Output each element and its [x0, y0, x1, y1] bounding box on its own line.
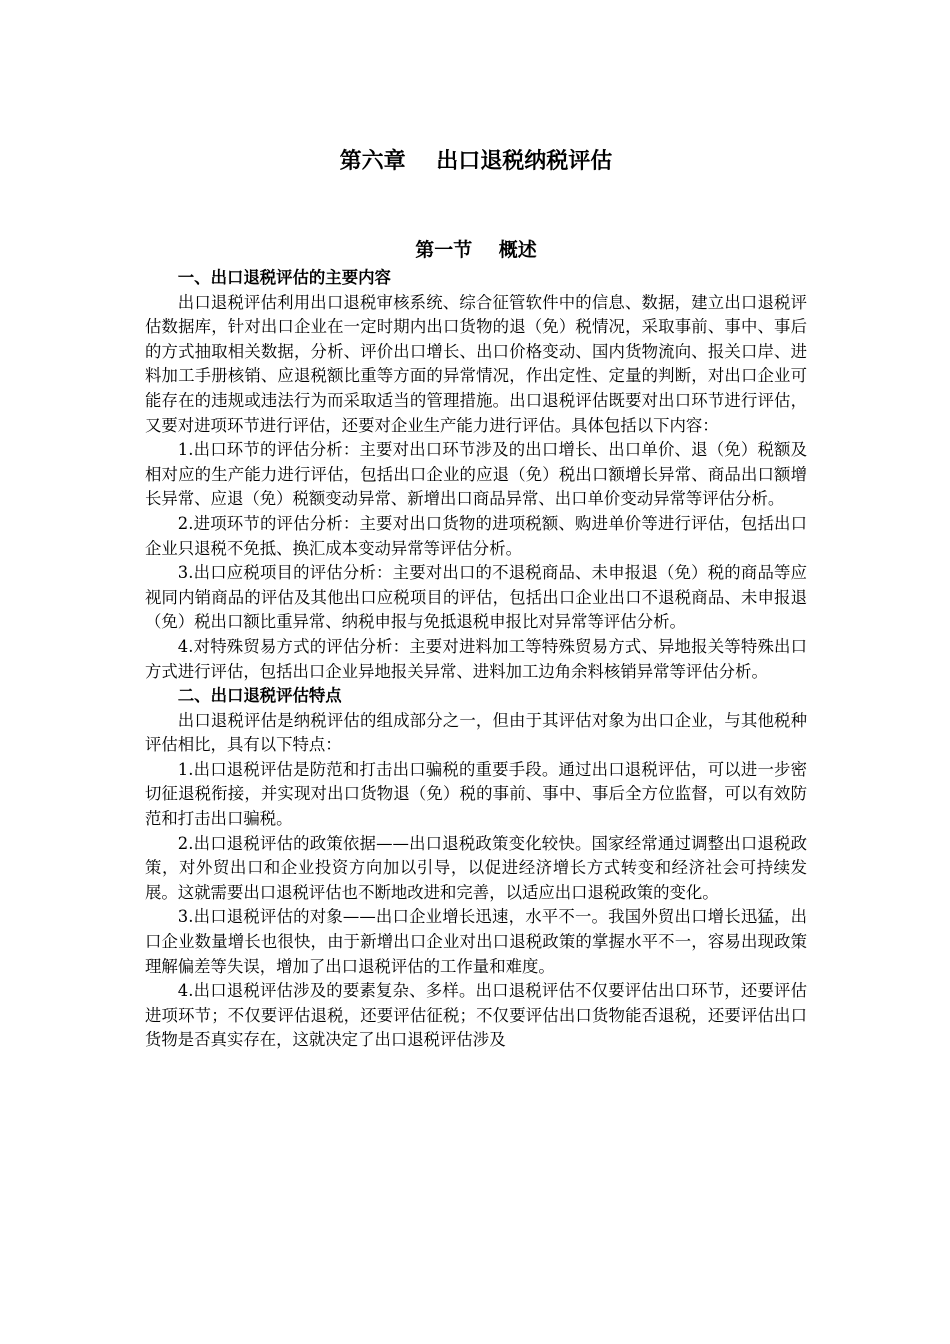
document-body — [145, 266, 807, 1053]
subsection-heading: 二、出口退税评估特点 — [177, 686, 342, 706]
paragraph: 2.进项环节的评估分析：主要对出口货物的进项税额、购进单价等进行评估，包括出口企业只退税不免抵、换汇成本变动异常等评估分析。 — [145, 513, 807, 558]
section-title: 第一节 概述 — [415, 239, 537, 261]
paragraph: 2.出口退税评估的政策依据——出口退税政策变化较快。国家经常通过调整出口退税政策，对外贸出口和企业投资方向加以引导，以促进经济增长方式转变和经济社会可持续发展。这就需要出口退税评估也不断地改进和完善，以适应出口退税政策的变化。 — [145, 833, 807, 902]
paragraph: 出口退税评估是纳税评估的组成部分之一，但由于其评估对象为出口企业，与其他税种评估相比，具有以下特点： — [145, 710, 807, 755]
paragraph: 1.出口环节的评估分析：主要对出口环节涉及的出口增长、出口单价、退（免）税额及相对应的生产能力进行评估，包括出口企业的应退（免）税出口额增长异常、商品出口额增长异常、应退（免）税额变动异常、新增出口商品异常、出口单价变动异常等评估分析。 — [145, 440, 807, 509]
paragraph: 1.出口退税评估是防范和打击出口骗税的重要手段。通过出口退税评估，可以进一步密切征退税衔接，并实现对出口货物退（免）税的事前、事中、事后全方位监督，可以有效防范和打击出口骗税。 — [145, 759, 807, 829]
paragraph: 3.出口应税项目的评估分析：主要对出口的不退税商品、未申报退（免）税的商品等应视同内销商品的评估及其他出口应税项目的评估，包括出口企业出口不退税商品、未申报退（免）税出口额比重异常、纳税申报与免抵退税申报比对异常等评估分析。 — [145, 563, 807, 632]
paragraph: 4.对特殊贸易方式的评估分析：主要对进料加工等特殊贸易方式、异地报关等特殊出口方式进行评估，包括出口企业异地报关异常、进料加工边角余料核销异常等评估分析。 — [145, 636, 807, 681]
paragraph: 出口退税评估利用出口退税审核系统、综合征管软件中的信息、数据，建立出口退税评估数据库，针对出口企业在一定时期内出口货物的退（免）税情况，采取事前、事中、事后的方式抽取相关数据，分析、评价出口增长、出口价格变动、国内货物流向、报关口岸、进料加工手册核销、应退税额比重等方面的异常情况，作出定性、定量的判断，对出口企业可能存在的违规或违法行为而采取适当的管理措施。出口退税评估既要对出口环节进行评估，又要对进项环节进行评估，还要对企业生产能力进行评估。具体包括以下内容： — [145, 292, 807, 435]
paragraph: 4.出口退税评估涉及的要素复杂、多样。出口退税评估不仅要评估出口环节，还要评估进项环节；不仅要评估退税，还要评估征税；不仅要评估出口货物能否退税，还要评估出口货物是否真实存在，这就决定了出口退税评估涉及 — [145, 981, 807, 1050]
chapter-title: 第六章 出口退税纳税评估 — [339, 148, 613, 174]
subsection-heading: 一、出口退税评估的主要内容 — [177, 268, 391, 287]
paragraph: 3.出口退税评估的对象——出口企业增长迅速，水平不一。我国外贸出口增长迅猛，出口企业数量增长也很快，由于新增出口企业对出口退税政策的掌握水平不一，容易出现政策理解偏差等失误，增加了出口退税评估的工作量和难度。 — [145, 907, 807, 976]
